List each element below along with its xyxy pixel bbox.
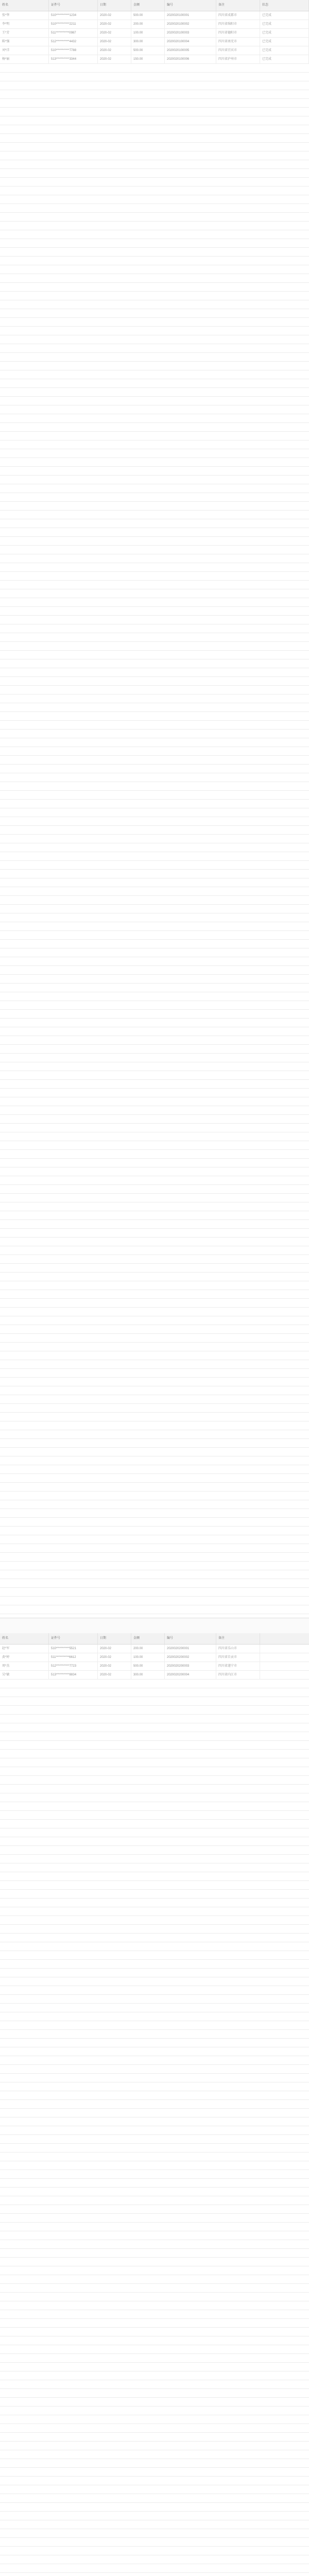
table-cell: 四川省泸州市 <box>216 55 260 64</box>
sheet-divider <box>0 1618 309 1634</box>
table-cell: 2020020200004 <box>165 1671 216 1680</box>
table-row[interactable] <box>0 38 309 46</box>
table-cell: 510***********2211 <box>49 20 98 29</box>
table-cell: 510***********1234 <box>49 11 98 20</box>
table-cell: 2020-02 <box>98 29 131 38</box>
table-cell: 2020-02 <box>98 1645 131 1653</box>
column-header[interactable]: 金额 <box>131 0 165 11</box>
table-cell: 2020020100004 <box>165 38 216 46</box>
table-cell: 已完成 <box>260 20 309 29</box>
table-cell: 已完成 <box>260 46 309 55</box>
table-cell: 刘*洋 <box>0 46 49 55</box>
table-row[interactable] <box>0 46 309 55</box>
table-cell: 2020020100003 <box>165 29 216 38</box>
table-cell: 已完成 <box>260 38 309 46</box>
column-header[interactable]: 备注 <box>216 0 260 11</box>
table-cell: 四川省宜宾市 <box>216 46 260 55</box>
table-body <box>0 1645 309 2576</box>
table-cell: 四川省绵阳市 <box>216 20 260 29</box>
table-cell: 2020-02 <box>98 20 131 29</box>
table-cell: 已完成 <box>260 55 309 64</box>
table-cell: 2020020200002 <box>165 1653 216 1662</box>
table-cell: 2020020200001 <box>165 1645 216 1653</box>
table-cell: 510***********7788 <box>49 46 98 55</box>
table-cell: 500.00 <box>131 11 165 20</box>
column-header[interactable]: 姓名 <box>0 0 49 11</box>
table-row[interactable] <box>0 20 309 29</box>
table-cell: 赵*军 <box>0 1645 49 1653</box>
table-cell: 500.00 <box>131 46 165 55</box>
table-row[interactable] <box>0 55 309 64</box>
table-cell: 2020020100001 <box>165 11 216 20</box>
table-cell: 150.00 <box>131 55 165 64</box>
table-cell: 510***********5521 <box>49 1645 98 1653</box>
table-cell: 2020-02 <box>98 1671 131 1680</box>
table-cell: 100.00 <box>131 1653 165 1662</box>
table-cell: 2020020100005 <box>165 46 216 55</box>
table-cell: 四川省内江市 <box>216 1671 260 1680</box>
table-cell: 2020-02 <box>98 46 131 55</box>
table-row[interactable] <box>0 1662 309 1671</box>
table-cell: 513***********3344 <box>49 55 98 64</box>
column-header[interactable]: 证件号 <box>49 1633 98 1644</box>
table-cell: 2020-02 <box>98 1662 131 1671</box>
table-cell: 已完成 <box>260 11 309 20</box>
table-cell: 200.00 <box>131 20 165 29</box>
column-header[interactable]: 编号 <box>165 1633 216 1644</box>
table-row[interactable] <box>0 11 309 20</box>
table-cell: 四川省乐山市 <box>216 1645 260 1653</box>
table-cell: 512***********4432 <box>49 38 98 46</box>
column-header[interactable]: 日期 <box>98 0 131 11</box>
table-cell: 2020020200003 <box>165 1662 216 1671</box>
table-header <box>0 1633 309 1645</box>
table-cell: 500.00 <box>131 1662 165 1671</box>
table-cell: 2020-02 <box>98 55 131 64</box>
table-cell: 300.00 <box>131 1671 165 1680</box>
column-header[interactable]: 状态 <box>260 0 309 11</box>
table-cell: 513***********8834 <box>49 1671 98 1680</box>
table-cell: 2020-02 <box>98 1653 131 1662</box>
table-cell: 李*明 <box>0 20 49 29</box>
table-cell: 四川省南充市 <box>216 38 260 46</box>
table-cell: 周*杰 <box>0 1662 49 1671</box>
table-row[interactable] <box>0 1653 309 1662</box>
table-cell: 200.00 <box>131 1645 165 1653</box>
table-cell: 2020020100006 <box>165 55 216 64</box>
table-cell: 黄*婷 <box>0 1653 49 1662</box>
table-cell: 吴*敏 <box>0 1671 49 1680</box>
table-cell: 511***********0987 <box>49 29 98 38</box>
table-cell: 100.00 <box>131 29 165 38</box>
column-header[interactable]: 日期 <box>98 1633 131 1644</box>
spreadsheet-bottom <box>0 1633 309 2576</box>
table-cell: 511***********6612 <box>49 1653 98 1662</box>
table-cell: 陈*强 <box>0 38 49 46</box>
table-cell: 2020-02 <box>98 11 131 20</box>
table-cell: 杨*丽 <box>0 55 49 64</box>
table-row[interactable] <box>0 1645 309 1653</box>
table-header <box>0 0 309 11</box>
table-cell: 四川省成都市 <box>216 11 260 20</box>
table-cell: 512***********7723 <box>49 1662 98 1671</box>
table-cell: 四川省自贡市 <box>216 1653 260 1662</box>
table-cell: 2020020100002 <box>165 20 216 29</box>
table-cell: 2020-02 <box>98 38 131 46</box>
column-header[interactable]: 备注 <box>216 1633 260 1644</box>
table-cell: 已完成 <box>260 29 309 38</box>
table-cell: 四川省遂宁市 <box>216 1662 260 1671</box>
table-body <box>0 11 309 1618</box>
table-row[interactable] <box>0 29 309 38</box>
column-header[interactable]: 金额 <box>131 1633 165 1644</box>
table-row[interactable] <box>0 1671 309 1680</box>
column-header[interactable]: 编号 <box>165 0 216 11</box>
table-cell: 张*华 <box>0 11 49 20</box>
table-cell: 四川省德阳市 <box>216 29 260 38</box>
column-header[interactable]: 证件号 <box>49 0 98 11</box>
table-cell: 王*芳 <box>0 29 49 38</box>
column-header[interactable]: 姓名 <box>0 1633 49 1644</box>
table-cell: 300.00 <box>131 38 165 46</box>
